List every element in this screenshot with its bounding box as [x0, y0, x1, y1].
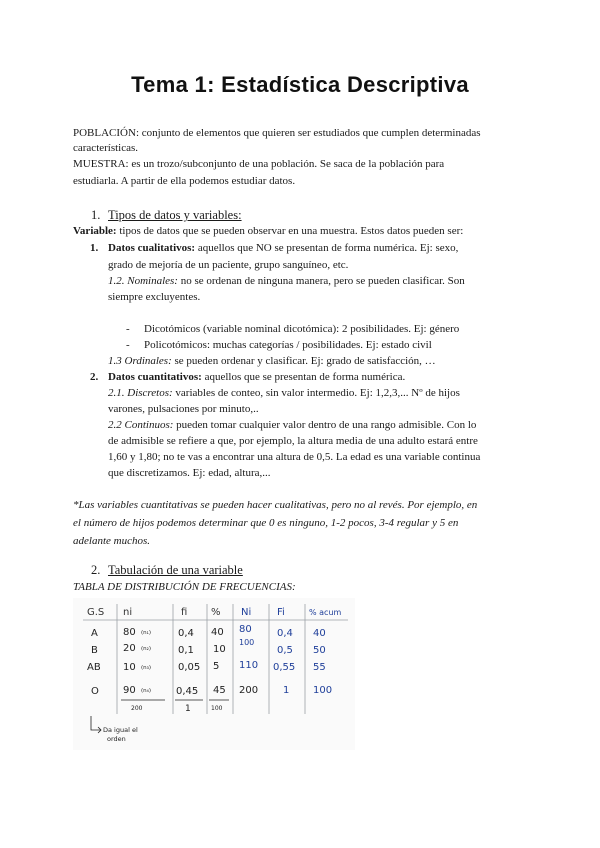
nominales-text1: no se ordenan de ninguna manera, pero se pueden clasificar. Son: [177, 275, 465, 287]
row4-fi: 0,45: [176, 686, 199, 697]
item2-number: 2.: [90, 371, 99, 383]
poblacion-line2: características.: [73, 142, 139, 154]
row3-fi: 0,05: [178, 662, 201, 673]
row2-gs: B: [91, 645, 98, 656]
continuos-line1: [108, 418, 528, 433]
row1-Fi: 0,4: [277, 628, 293, 639]
dicotomicos-text: Dicotómicos (variable nominal dicotómica): 2 posibilidades. Ej: género: [144, 323, 460, 335]
ordinales-line: [108, 354, 528, 369]
note-arrow: [91, 716, 101, 730]
policotomicos-text: Policotómicos: muchas categorías / posibilidades. Ej: estado civil: [144, 339, 432, 351]
item2-line1: [108, 370, 528, 385]
row1-pct: 40: [211, 627, 224, 638]
row2-fi: 0,1: [178, 645, 194, 656]
item1-label: Datos cualitativos:: [108, 242, 196, 254]
row2-Ni: 100: [239, 638, 255, 647]
table-note-line2: orden: [107, 735, 126, 743]
note-line2: el número de hijos podemos determinar que 0 es ninguno, 1-2 pocos, 3-4 regular y 5 en: [73, 517, 459, 529]
poblacion-line1: POBLACIÓN: conjunto de elementos que quieren ser estudiados que cumplen determinadas: [73, 127, 481, 139]
nominales-label: 1.2. Nominales:: [108, 275, 178, 287]
row2-pct: 10: [213, 644, 226, 655]
row1-acum: 40: [313, 628, 326, 639]
row3-Ni: 110: [239, 660, 259, 671]
header-ni: ni: [123, 607, 133, 618]
note-line3: adelante muchos.: [73, 535, 150, 547]
item1-text1: aquellos que NO se presentan de forma numérica. Ej: sexo,: [195, 242, 459, 254]
ordinales-text: se pueden ordenar y clasificar. Ej: grado de satisfacción, …: [171, 355, 436, 367]
continuos-text1: pueden tomar cualquier valor dentro de una rango admisible. Con lo: [173, 419, 477, 431]
total-pct: 100: [211, 705, 223, 712]
row3-acum: 55: [313, 662, 326, 673]
note-line1: *Las variables cuantitativas se pueden hacer cualitativas, pero no al revés. Por ejemplo, en: [73, 499, 478, 511]
header-gs: G.S: [87, 607, 105, 618]
section2-heading: Tabulación de una variable: [108, 563, 243, 577]
page-title: Tema 1: Estadística Descriptiva: [131, 72, 469, 97]
continuos-line4: que discretizamos. Ej: edad, altura,...: [108, 467, 271, 479]
dash-bullet-1: -: [126, 323, 130, 335]
row3-ni: 10: [123, 662, 136, 673]
table-note-line1: Da igual el: [103, 726, 138, 734]
header-Fi: Fi: [277, 607, 285, 618]
row2-acum: 50: [313, 645, 326, 656]
ordinales-label: 1.3 Ordinales:: [108, 355, 172, 367]
continuos-label: 2.2 Continuos:: [108, 419, 174, 431]
dash-bullet-2: -: [126, 339, 130, 351]
nominales-line2: siempre excluyentes.: [108, 291, 201, 303]
row2-ni: 20: [123, 643, 136, 654]
row3-ni-sub: (n₃): [141, 665, 151, 671]
discretos-line2: varones, pulsaciones por minuto,..: [108, 403, 259, 415]
row4-pct: 45: [213, 685, 226, 696]
row4-ni: 90: [123, 685, 136, 696]
row2-ni-sub: (n₂): [141, 646, 151, 652]
row4-Fi: 1: [283, 685, 290, 696]
item1-line1: [108, 241, 528, 256]
row2-Fi: 0,5: [277, 645, 293, 656]
row3-gs: AB: [87, 662, 101, 673]
row4-Ni: 200: [239, 685, 259, 696]
discretos-text1: variables de conteo, sin valor intermedio. Ej: 1,2,3,... Nº de hijos: [172, 387, 460, 399]
section2-subheading: TABLA DE DISTRIBUCIÓN DE FRECUENCIAS:: [73, 581, 296, 593]
row1-ni: 80: [123, 627, 136, 638]
discretos-line1: [108, 386, 528, 401]
section1-number: 1.: [91, 208, 101, 222]
row3-pct: 5: [213, 661, 220, 672]
nominales-line1: [108, 274, 528, 289]
variable-label: Variable:: [73, 225, 117, 237]
muestra-line2: estudiarla. A partir de ella podemos estudiar datos.: [73, 175, 296, 187]
variable-text: tipos de datos que se pueden observar en una muestra. Estos datos pueden ser:: [116, 225, 464, 237]
handwritten-frequency-table: [73, 598, 355, 750]
section2-number: 2.: [91, 563, 101, 577]
variable-definition: [73, 224, 533, 239]
row3-Fi: 0,55: [273, 662, 296, 673]
row1-gs: A: [91, 628, 98, 639]
header-Ni: Ni: [241, 607, 252, 618]
total-ni: 200: [131, 705, 143, 712]
header-acum: % acum: [309, 608, 342, 617]
row4-acum: 100: [313, 685, 333, 696]
row4-gs: O: [91, 686, 99, 697]
continuos-line2: de admisible se refiere a que, por ejemplo, la altura media de una adulto estará entre: [108, 435, 478, 447]
header-fi: fi: [181, 607, 188, 618]
muestra-line1: MUESTRA: es un trozo/subconjunto de una población. Se saca de la población para: [73, 158, 445, 170]
item1-number: 1.: [90, 242, 99, 254]
row4-ni-sub: (n₄): [141, 688, 151, 694]
item2-label: Datos cuantitativos:: [108, 371, 202, 383]
row1-fi: 0,4: [178, 628, 194, 639]
row1-Ni: 80: [239, 624, 252, 635]
total-fi: 1: [185, 704, 191, 714]
continuos-line3: 1,60 y 1,80; no te vas a encontrar una altura de 0,5. La edad es una variable continua: [108, 451, 481, 463]
row1-ni-sub: (n₁): [141, 630, 151, 636]
section1-heading: Tipos de datos y variables:: [108, 208, 242, 222]
discretos-label: 2.1. Discretos:: [108, 387, 173, 399]
item1-line2: grado de mejoría de un paciente, grupo sanguíneo, etc.: [108, 259, 349, 271]
header-pct: %: [211, 607, 221, 618]
item2-text: aquellos que se presentan de forma numérica.: [201, 371, 406, 383]
